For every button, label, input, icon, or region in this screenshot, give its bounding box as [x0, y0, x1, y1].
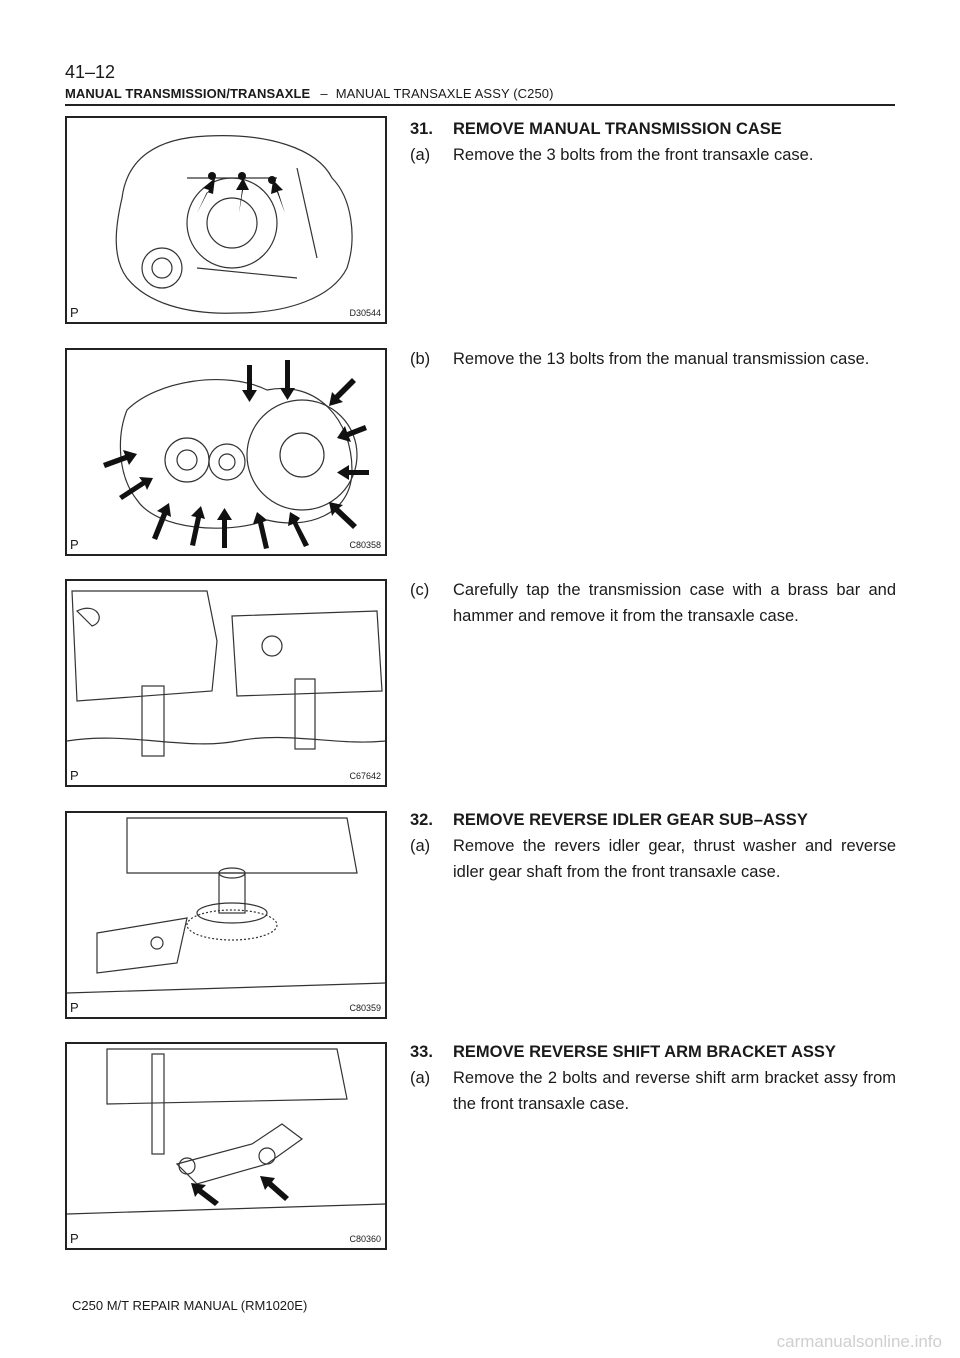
figure-code: C80359 [349, 1003, 381, 1013]
step-32a [410, 833, 896, 885]
substep-label: (b) [410, 350, 431, 368]
figure-illustration [67, 118, 385, 322]
figure-transaxle-case-front [65, 116, 387, 324]
page-header [65, 86, 895, 106]
header-subsection: MANUAL TRANSAXLE ASSY (C250) [335, 86, 554, 101]
substep-label: (a) [410, 146, 431, 164]
substep-text: Remove the 3 bolts from the front transaxle case. [453, 146, 814, 164]
step-31a [410, 142, 896, 168]
figure-marker: P [70, 305, 79, 320]
step-31b [410, 346, 896, 372]
watermark: carmanualsonline.info [776, 1332, 942, 1351]
step-33-block [410, 1039, 896, 1117]
figure-reverse-shift-arm-bracket [65, 1042, 387, 1250]
page-footer: C250 M/T REPAIR MANUAL (RM1020E) [72, 1298, 308, 1313]
step-32-heading [410, 807, 896, 833]
header-section: MANUAL TRANSMISSION/TRANSAXLE [65, 86, 311, 101]
step-33-heading [410, 1039, 896, 1065]
figure-marker: P [70, 768, 79, 783]
figure-illustration [67, 581, 385, 785]
step-number: 33. [410, 1043, 433, 1061]
step-number: 31. [410, 120, 433, 138]
step-31-heading [410, 116, 896, 142]
substep-label: (c) [410, 581, 430, 599]
figure-transmission-case-bolts [65, 348, 387, 556]
substep-text: Remove the 13 bolts from the manual transmission case. [453, 350, 870, 368]
figure-marker: P [70, 537, 79, 552]
step-31-block [410, 116, 896, 168]
step-title: REMOVE REVERSE SHIFT ARM BRACKET ASSY [453, 1043, 836, 1061]
step-32-block [410, 807, 896, 885]
figure-brass-bar-tapping [65, 579, 387, 787]
step-title: REMOVE REVERSE IDLER GEAR SUB–ASSY [453, 811, 808, 829]
step-title: REMOVE MANUAL TRANSMISSION CASE [453, 120, 782, 138]
figure-code: C67642 [349, 771, 381, 781]
step-31c [410, 577, 896, 629]
figure-code: D30544 [349, 308, 381, 318]
figure-illustration [67, 1044, 385, 1248]
header-separator: – [320, 86, 328, 101]
step-number: 32. [410, 811, 433, 829]
substep-label: (a) [410, 1069, 431, 1087]
figure-marker: P [70, 1000, 79, 1015]
page-number: 41–12 [65, 62, 116, 82]
figure-marker: P [70, 1231, 79, 1246]
substep-text: Remove the revers idler gear, thrust washer and reverse idler gear shaft from the front transaxle case. [453, 837, 896, 881]
figure-code: C80360 [349, 1234, 381, 1244]
substep-label: (a) [410, 837, 431, 855]
figure-code: C80358 [349, 540, 381, 550]
figure-illustration [67, 813, 385, 1017]
figure-illustration [67, 350, 385, 554]
substep-text: Carefully tap the transmission case with a brass bar and hammer and remove it from the transaxle case. [453, 581, 896, 625]
substep-text: Remove the 2 bolts and reverse shift arm bracket assy from the front transaxle case. [453, 1069, 896, 1113]
figure-reverse-idler-gear [65, 811, 387, 1019]
step-33a [410, 1065, 896, 1117]
